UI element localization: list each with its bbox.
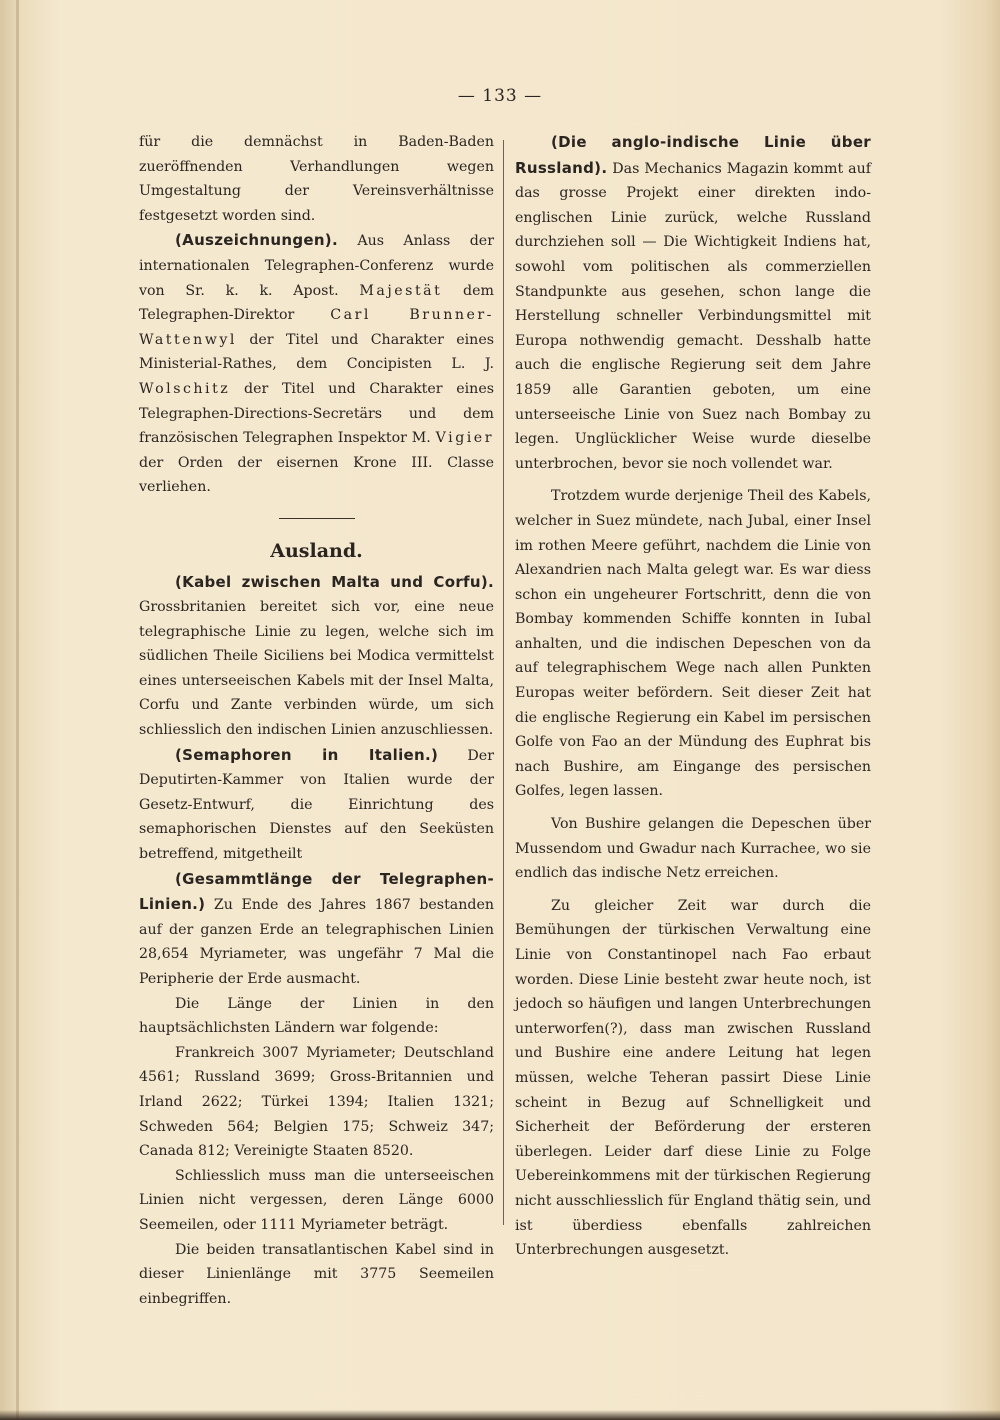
heading-gesammtlaenge: (Gesammtlänge der Telegraphen-Linien.) [139,869,494,914]
heading-anglo-indisch: (Die anglo-indische Linie über Russland). [515,133,871,177]
heading-kabel-malta: (Kabel zwischen Malta und Corfu). [175,572,494,591]
column-divider [503,140,504,1225]
binding-edge [16,0,19,1420]
paragraph-jubal: Trotzdem wurde derjenige Theil des Kabels, welcher in Suez mündete, nach Jubal, einer Insel im rothen Meere geführt, nachdem die Linie von Alexandrien nach Malta gelegt war. Es war diess schon ein ungeheurer Fortschritt, denn die von Bombay kommenden Schiffe konnten in Iubal anhalten, und die indischen Depeschen von da auf telegraphischem Wege nach allen Punkten Europas weiter befördern. Seit dieser Zeit hat die englische Regierung ein Kabel im persischen Golfe von Fao an der Mündung des Euphrat bis nach Bushire, am Eingange des persischen Golfes, legen lassen. [515,488,871,800]
page-number: — 133 — [457,86,543,106]
right-column [515,130,871,1263]
paragraph-text: Der Deputirten-Kammer von Italien wurde der Gesetz-Entwurf, die Einrichtung des semaphorischen Dienstes auf den Seeküsten betreffend, mitgetheilt [139,747,494,863]
text-segment: Aus Anlass der internationalen Telegraphen-Conferenz wurde von Sr. k. k. Apost. [139,233,494,299]
paragraph-semaphoren [139,743,494,867]
paragraph-laender-intro: Die Länge der Linien in den hauptsächlichsten Ländern war folgende: [139,995,494,1037]
text-segment: der Titel und Charakter eines Ministerial-Rathes, dem Concipisten L. J. [139,331,494,373]
heading-semaphoren: (Semaphoren in Italien.) [175,745,439,764]
paragraph-unterseeisch: Schliesslich muss man die unterseeischen Linien nicht vergessen, deren Länge 6000 Seemeilen, oder 1111 Myriameter beträgt. [139,1167,494,1233]
section-divider [279,518,355,519]
name-brunner: Carl Brunner-Wattenwyl [139,307,494,348]
paragraph-laender-liste: Frankreich 3007 Myriameter; Deutschland 4561; Russland 3699; Gross-Britannien und Irland 2622; Türkei 1394; Italien 1321; Schweden 564; Belgien 175; Schweiz 347; Canada 812; Vereinigte Staaten 8520. [139,1044,494,1160]
paragraph-bushire: Von Bushire gelangen die Depeschen über Mussendom und Gwadur nach Kurrachee, wo sie endlich das indische Netz erreichen. [515,816,871,882]
paragraph-auszeichnungen [139,228,494,500]
text-segment: der Orden der eisernen Krone III. Classe verliehen. [139,454,494,496]
paragraph-text: Das Mechanics Magazin kommt auf das grosse Projekt einer direkten indo-englischen Linie zurück, welche Russland durchziehen soll — Die Wichtigkeit Indiens hat, sowohl vom politischen als commerziellen Standpunkte aus gesehen, schon lange die Herstellung schneller Verbindungsmittel mit Europa nothwendig gemacht. Desshalb hatte auch die englische Regierung seit dem Jahre 1859 alle Garantien geboten, um eine unterseeische Linie von Suez nach Bombay zu legen. Unglücklicher Weise wurde dieselbe unterbrochen, bevor sie noch vollendet war. [515,160,871,472]
section-title-ausland: Ausland. [270,539,363,562]
paragraph-text: Zu Ende des Jahres 1867 bestanden auf der ganzen Erde an telegraphischen Linien 28,654 Myriameter, was ungefähr 7 Mal die Peripherie der Erde ausmacht. [139,897,494,987]
paragraph-gesammtlaenge [139,867,494,992]
paragraph-text: Grossbritanien bereitet sich vor, eine neue telegraphische Linie zu legen, welche sich im südlichen Theile Siciliens bei Modica vermittelst eines unterseeischen Kabels mit der Insel Malta, Corfu und Zante verbinden würde, um sich schliesslich den indischen Linien anzuschliessen. [139,599,494,739]
paragraph-anglo-indisch [515,130,871,476]
name-majestaet: Majestät [359,282,443,299]
heading-auszeichnungen: (Auszeichnungen). [175,231,338,250]
paragraph-continuation: für die demnächst in Baden-Baden zueröffnenden Verhandlungen wegen Umgestaltung der Vereinsverhältnisse festgesetzt worden sind. [139,134,494,224]
text-segment: der Titel und Charakter eines Telegraphen-Directions-Secretärs und dem französischen Telegraphen Inspektor M. [139,380,494,447]
paragraph-transatlantisch: Die beiden transatlantischen Kabel sind in dieser Linienlänge mit 3775 Seemeilen einbegriffen. [139,1241,494,1307]
paragraph-tuerkei: Zu gleicher Zeit war durch die Bemühungen der türkischen Verwaltung eine Linie von Constantinopel nach Fao erbaut worden. Diese Linie besteht zwar heute noch, ist jedoch so häufigen und langen Unterbrechungen unterworfen(?), dass man zwischen Russland und Bushire eine andere Leitung hat legen müssen, welche Teheran passirt Diese Linie scheint in Bezug auf Schnelligkeit und Sicherheit der Beförderung der ersteren überlegen. Leider darf diese Linie zu Folge Uebereinkommens mit der türkischen Regierung nicht ausschliesslich für England thätig sein, und ist überdiess ebenfalls zahlreichen Unterbrechungen ausgesetzt. [515,897,871,1259]
page-bottom-edge [0,1410,1000,1420]
paragraph-kabel-malta [139,570,494,743]
left-column [139,130,494,1311]
name-wolschitz: Wolschitz [139,380,231,397]
name-vigier: Vigier [435,430,494,447]
text-segment: dem Telegraphen-Direktor [139,282,494,324]
